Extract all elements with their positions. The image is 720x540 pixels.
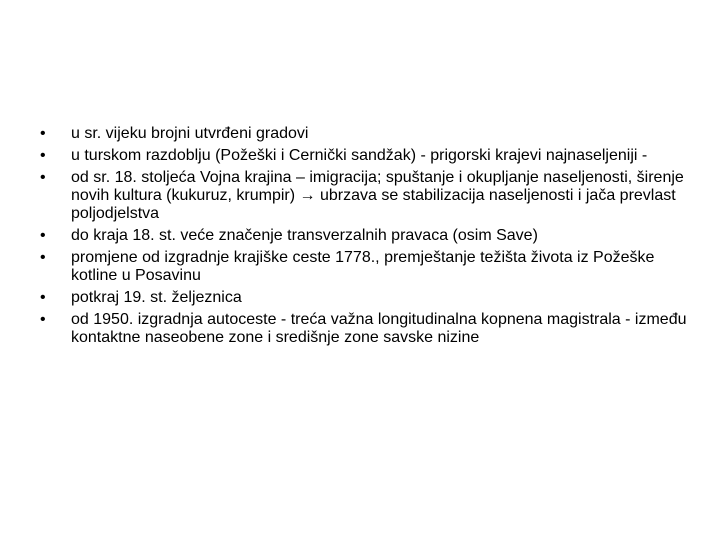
list-item [40,125,690,143]
list-item-text: potkraj 19. st. željeznica [71,289,242,306]
list-item-text: od sr. 18. stoljeća Vojna krajina – imigracija; spuštanje i okupljanje naseljenosti, širenje novih kultura (kukuruz, krumpir) [71,169,684,204]
bullet-dot: • [40,227,46,244]
bullet-dot: • [40,311,46,328]
list-item [40,289,690,307]
list-item [40,249,690,285]
list-item-text: u sr. vijeku brojni utvrđeni gradovi [71,125,309,142]
list-item [40,169,690,223]
list-item [40,311,690,347]
list-item [40,227,690,245]
bullet-dot: • [40,125,46,142]
bullet-dot: • [40,169,46,186]
bullet-dot: • [40,147,46,164]
arrow-right-icon: → [299,187,316,204]
bullet-dot: • [40,289,46,306]
list-item-text-continued: ubrzava se stabilizacija naseljenosti i jača prevlast poljodjelstva [71,187,676,222]
list-item [40,147,690,165]
bullet-list [40,125,690,351]
list-item-text: u turskom razdoblju (Požeški i Cernički sandžak) - prigorski krajevi najnaseljeniji - [71,147,648,164]
bullet-dot: • [40,249,46,266]
list-item-text: do kraja 18. st. veće značenje transverzalnih pravaca (osim Save) [71,227,538,244]
list-item-text: od 1950. izgradnja autoceste - treća važna longitudinalna kopnena magistrala - između kontaktne naseobene zone i središnje zone savske nizine [71,311,687,346]
list-item-text: promjene od izgradnje krajiške ceste 1778., premještanje težišta života iz Požeške kotline u Posavinu [71,249,655,284]
